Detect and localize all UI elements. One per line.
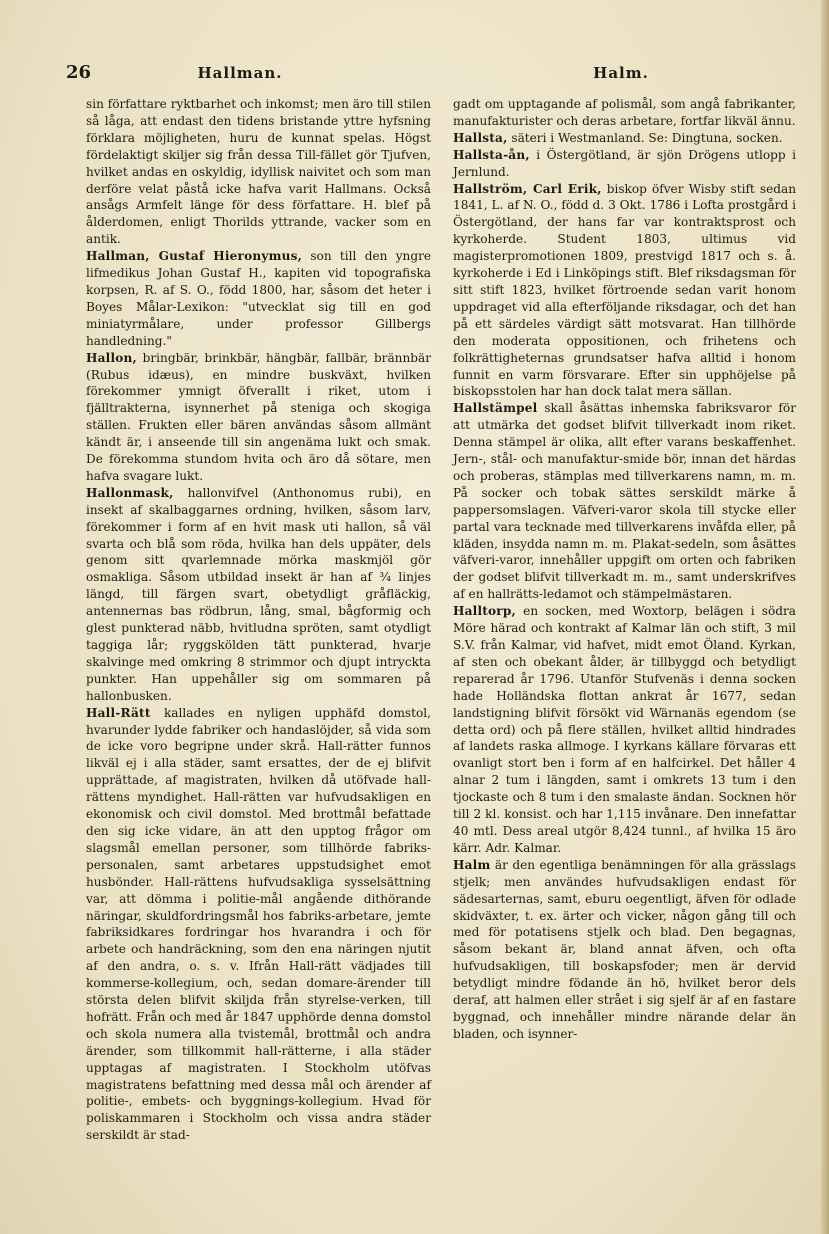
entry-hallstampel <box>453 400 796 603</box>
page-edge <box>821 0 829 1234</box>
entry-headword: Hallon, <box>86 350 137 365</box>
entry-headword: Hallsta, <box>453 130 508 145</box>
entry-text: bringbär, brinkbär, hängbär, fallbär, brännbär (Rubus idæus), en mindre buskväxt, hvilken förekommer ymnigt öfverallt i riket, utom i fjälltrakterna, isynnerhet på steniga och skogiga ställen. Frukten eller bären användas såsom allmänt kändt är, i anseende till sin angenäma lukt och smak. De förekomma stundom hvita och äro då sötare, men hafva svagare lukt. <box>86 350 431 483</box>
entry-hallsta <box>453 130 796 147</box>
right-running-head: Halm. <box>593 64 649 82</box>
entry-text: sin författare ryktbarhet och inkomst; men äro till stilen så låga, att endast den tidens bristande yttre hyfsning förklara möjligheten, huru de kunnat spelas. Högst fördelaktigt skiljer sig från dessa Till-fället gör Tjufven, hvilket andas en oskyldig, idyllisk naivitet och som man derföre velat påstå icke hafva varit Hallmans. Också ansågs Armfelt länge för dess författare. H. blef på ålderdomen, enligt Thorilds yttrande, vacker som en antik. <box>86 97 431 247</box>
entry-text: hallonvifvel (Anthonomus rubi), en insekt af skalbaggarnes ordning, hvilken, såsom larv, förekommer i form af en hvit mask uti hallon, så väl svarta och blå som röda, hvilka han dels uppäter, dels genom sitt qvarlemnade mörka maskmjöl gör osmakliga. Såsom utbildad insekt är han af ¾ linjes längd, till färgen svart, obetydligt gråfläckig, antennernas bas rödbrun, lång, smal, bågformig och glest punkterad näbb, hvitludna spröten, samt otydligt taggiga lår; ryggskölden tätt punkterad, hvarje skalvinge med omkring 8 strimmor och djupt intryckta punkter. Han uppehåller sig om sommaren på hallonbusken. <box>86 485 431 703</box>
entry-text: biskop öfver Wisby stift sedan 1841, L. af N. O., född d. 3 Okt. 1786 i Lofta prostgård i Östergötland, der hans far var kontraktsprost och kyrkoherde. Student 1803, ultimus vid magisterpromotionen 1809, prestvigd 1817 och s. å. kyrkoherde i Ed i Linköpings stift. Blef riksdagsman för sitt stift 1823, hvilket förtroende sedan varit honom uppdraget vid alla efterföljande riksdagar, och det han på ett särdeles värdigt sätt motsvarat. Han tillhörde den moderata oppositionen, och frihetens och folkrättigheternas grundsatser hafva alltid i honom funnit en varm försvarare. Efter sin upphöjelse på biskopsstolen har han dock talat mera sällan. <box>453 181 796 399</box>
entry-text: är den egentliga benämningen för alla grässlags stjelk; men användes hufvudsakligen endast för sädesarternas, samt, eburu oegentligt, äfven för odlade skidväxter, t. ex. ärter och vicker, någon gång till och med för potatisens stjelk och blad. Den begagnas, såsom bekant är, bland annat äfven, och ofta hufvudsakligen, till boskapsfoder; men är dervid betydligt mindre födande än hö, hvilket beror dels deraf, att halmen eller strået i sig sjelf är af en fastare byggnad, och innehåller mindre närande delar än bladen, och isynner- <box>453 857 796 1041</box>
entry-text: skall åsättas inhemska fabriksvaror för att utmärka det godset blifvit tillverkadt inom riket. Denna stämpel är olika, allt efter varans beskaffenhet. Jern-, stål- och manufaktur-smide bör, innan det härdas och proberas, stämplas med tillverkarens namn, m. m. På socker och tobak sättes serskildt märke å pappersomslagen. Väfveri-varor skola till stycke eller partal vara tecknade med tillverkarens invåfda eller, på kläden, insydda namn m. m. Plakat-sedeln, som åsättes väfveri-varor, innehåller uppgift om orten och fabriken der godset blifvit tillverkadt m. m., samt underskrifves af en hallrätts-ledamot och stämpelmästaren. <box>453 401 796 602</box>
entry-text: en socken, med Woxtorp, belägen i södra Möre härad och kontrakt af Kalmar län och stift, 3 mil S.V. från Kalmar, vid hafvet, midt emot Öland. Kyrkan, af sten och obekant ålder, är tillbyggd och betydligt reparerad år 1796. Utanför Stufvenäs i denna socken hade Holländska flottan ankrat år 1677, sedan landstigning blifvit försökt vid Wärnanäs egendom (se detta ord) och på flere ställen, hvilket alltid hindrades af landets raska allmoge. I kyrkans källare förvaras ett ovanligt stort ben i form af en halfcirkel. Det håller 4 alnar 2 tum i längden, samt i omkrets 13 tum i den tjockaste och 8 tum i den smalaste ändan. Socknen hör till 2 kl. konsist. och har 1,115 invånare. Den innefattar 40 mtl. Dess areal utgör 8,424 tunnl., af hvilka 15 äro kärr. Adr. Kalmar. <box>453 604 796 855</box>
entry-halltorp <box>453 603 796 857</box>
entry-headword: Hallström, Carl Erik, <box>453 181 602 196</box>
entry-hall-ratt <box>86 705 431 1145</box>
entry-text: i Östergötland, är sjön Drögens utlopp i Jernlund. <box>453 147 796 179</box>
entry-headword: Hallsta-ån, <box>453 147 530 162</box>
right-column <box>453 96 796 1043</box>
entry-hallonmask <box>86 485 431 705</box>
entry-hallman-gustaf <box>86 248 431 349</box>
entry-continuation <box>453 96 796 130</box>
running-header <box>66 62 796 86</box>
entry-hallstrom <box>453 181 796 401</box>
entry-headword: Hallstämpel <box>453 401 538 416</box>
page-number: 26 <box>66 62 92 83</box>
entry-headword: Halm <box>453 857 491 872</box>
entry-hallsta-an <box>453 147 796 181</box>
left-running-head: Hallman. <box>197 64 283 82</box>
entry-headword: Hallman, Gustaf Hieronymus, <box>86 249 302 264</box>
entry-headword: Hall-Rätt <box>86 705 151 720</box>
entry-halm <box>453 857 796 1043</box>
entry-text: gadt om upptagande af polismål, som angå fabrikanter, manufakturister och deras arbetare, fortfar likväl ännu. <box>453 97 796 128</box>
entry-hallon <box>86 350 431 485</box>
left-column <box>86 96 431 1144</box>
entry-text: säteri i Westmanland. Se: Dingtuna, socken. <box>511 130 783 145</box>
entry-text: son till den yngre lifmedikus Johan Gustaf H., kapiten vid topografiska korpsen, R. af S. O., född 1800, har, såsom det heter i Boyes Målar-Lexikon: "utvecklat sig till en god miniatyrmålare, under professor Gillbergs handledning." <box>86 249 432 348</box>
entry-headword: Hallonmask, <box>86 485 174 500</box>
entry-text: kallades en nyligen upphäfd domstol, hvarunder lydde fabriker och handaslöjder, så vida som de icke voro begripne under skrå. Hall-rätter funnos likväl ej i alla städer, samt ersattes, der de ej blifvit upprättade, af magistraten, hvilken då utöfvade hall-rättens myndighet. Hall-rätten var hufvudsakligen en ekonomisk och civil domstol. Med brottmål befattade den sig icke vidare, än att den upptog frågor om slagsmål emellan personer, som tillhörde fabriks-personalen, samt arbetares uppstudsighet emot husbönder. Hall-rättens hufvudsakliga sysselsättning var, att dömma i politie-mål angående dithörande näringar, skuldfordringsmål hos fabriks-arbetare, jemte fabriksidkares fordringar hos hvarandra i och för arbete och handräckning, som den ena näringen njutit af den andra, o. s. v. Ifrån Hall-rätt vädjades till kommerse-kollegium, och, sedan domare-ärender till största delen blifvit skiljda från styrelse-verken, till hofrätt. Från och med år 1847 upphörde denna domstol och skola numera alla tvistemål, brottmål och andra ärender, som tillkommit hall-rätterne, i alla städer upptagas af magistraten. I Stockholm utöfvas magistratens befattning med dessa mål och ärender af politie-, embets- och byggnings-kollegium. Hvad för poliskammaren i Stockholm och vissa andra städer serskildt är stad- <box>86 705 431 1143</box>
entry-headword: Halltorp, <box>453 604 516 619</box>
entry-continuation <box>86 96 431 248</box>
